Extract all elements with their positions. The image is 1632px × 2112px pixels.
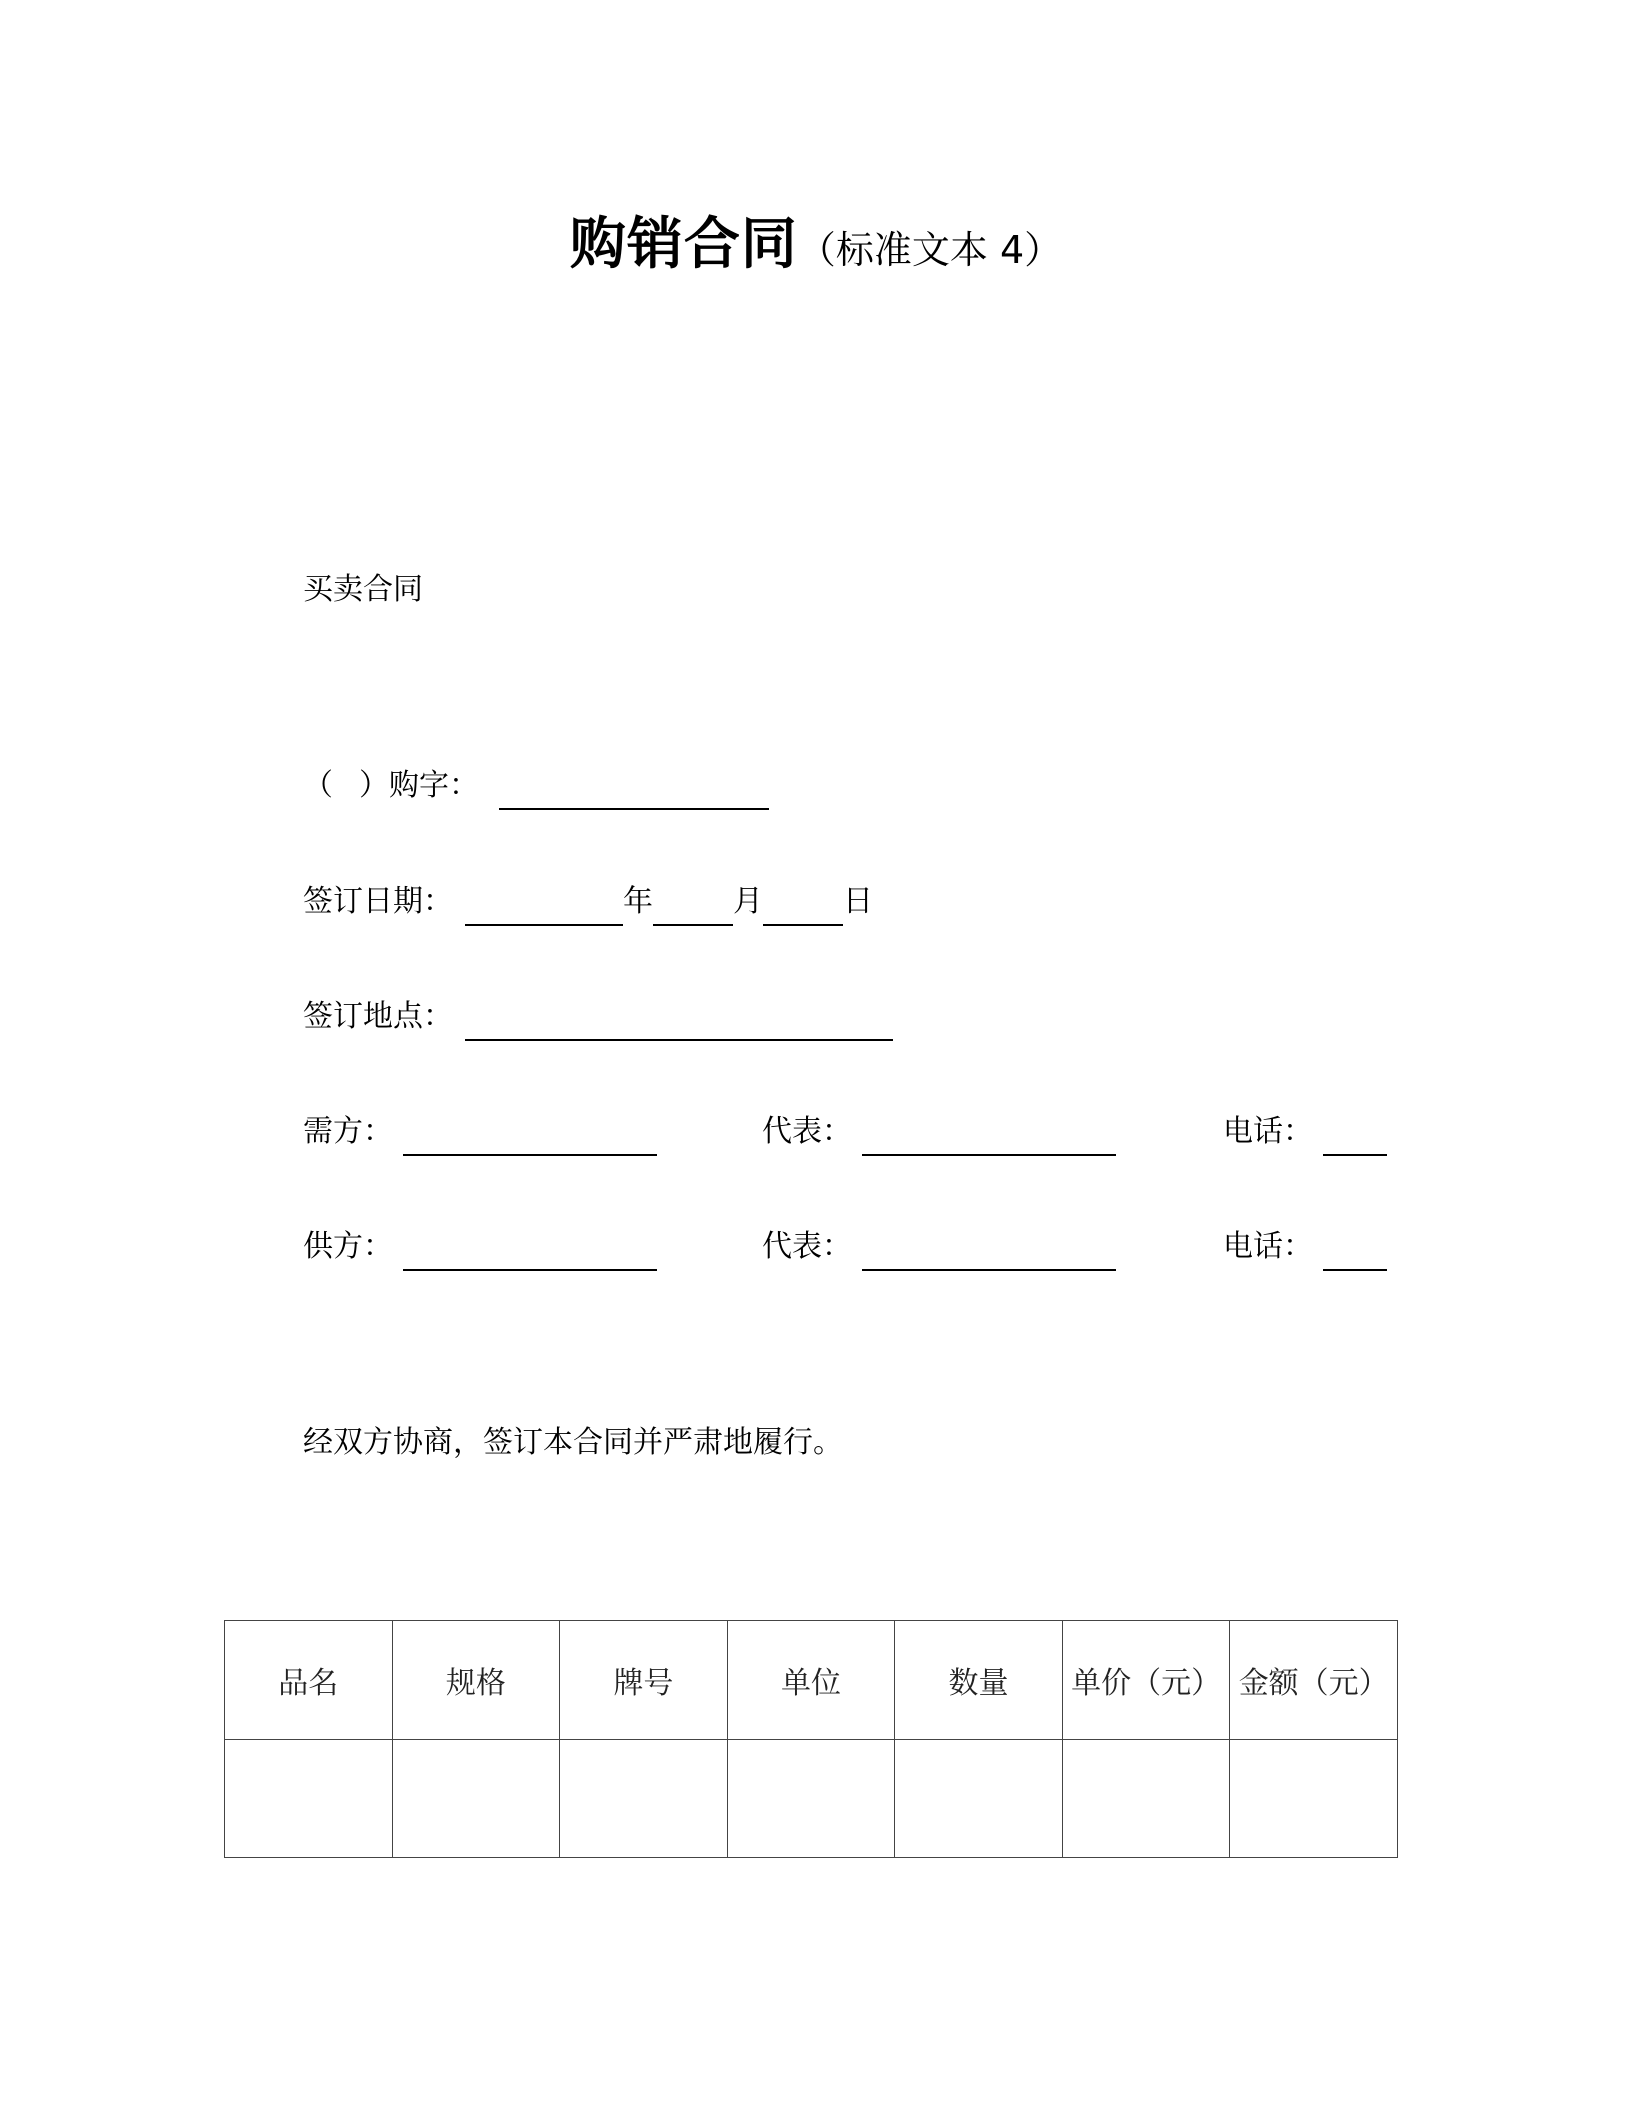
sign-date-day-label: 日: [843, 884, 873, 919]
seller-phone-field[interactable]: [1323, 1233, 1387, 1271]
seller-phone-group: [1223, 1227, 1387, 1267]
sign-date-row: [303, 882, 873, 922]
seller-rep-group: [762, 1227, 1116, 1267]
buyer-rep-group: [762, 1112, 1116, 1152]
goods-header-quantity: 数量: [895, 1621, 1063, 1740]
contract-number-field[interactable]: [499, 772, 769, 810]
buyer-field-group: [303, 1112, 657, 1152]
seller-rep-label: 代表：: [762, 1229, 852, 1264]
buyer-phone-label: 电话：: [1223, 1114, 1313, 1149]
seller-name-field[interactable]: [403, 1233, 657, 1271]
contract-number-row: [303, 766, 769, 806]
goods-cell-unit-price[interactable]: [1062, 1740, 1230, 1858]
buyer-rep-field[interactable]: [862, 1118, 1116, 1156]
table-row: [225, 1740, 1398, 1858]
sign-place-row: [303, 997, 893, 1037]
seller-phone-label: 电话：: [1223, 1229, 1313, 1264]
buyer-phone-field[interactable]: [1323, 1118, 1387, 1156]
goods-cell-brand[interactable]: [560, 1740, 728, 1858]
goods-cell-spec[interactable]: [392, 1740, 560, 1858]
goods-header-unit-price: 单价（元）: [1062, 1621, 1230, 1740]
buyer-rep-label: 代表：: [762, 1114, 852, 1149]
sign-date-year-label: 年: [623, 884, 653, 919]
agreement-statement: 经双方协商，签订本合同并严肃地履行。: [303, 1425, 843, 1460]
goods-header-amount: 金额（元）: [1230, 1621, 1398, 1740]
goods-header-brand: 牌号: [560, 1621, 728, 1740]
buyer-label: 需方：: [303, 1114, 393, 1149]
buyer-phone-group: [1223, 1112, 1387, 1152]
document-title: [0, 200, 1632, 280]
goods-cell-unit[interactable]: [727, 1740, 895, 1858]
buyer-name-field[interactable]: [403, 1118, 657, 1156]
goods-cell-amount[interactable]: [1230, 1740, 1398, 1858]
goods-table: [224, 1620, 1398, 1858]
sign-date-day-field[interactable]: [763, 888, 843, 926]
subheading: 买卖合同: [303, 572, 423, 607]
goods-header-unit: 单位: [727, 1621, 895, 1740]
seller-label: 供方：: [303, 1229, 393, 1264]
seller-field-group: [303, 1227, 657, 1267]
title-main: 购销合同: [569, 212, 798, 277]
goods-header-spec: 规格: [392, 1621, 560, 1740]
goods-header-product-name: 品名: [225, 1621, 393, 1740]
goods-table-header-row: [225, 1621, 1398, 1740]
sign-date-label: 签订日期：: [303, 884, 453, 919]
sign-date-month-field[interactable]: [653, 888, 733, 926]
contract-number-paren: （: [303, 768, 333, 803]
sign-place-label: 签订地点：: [303, 999, 453, 1034]
seller-rep-field[interactable]: [862, 1233, 1116, 1271]
sign-date-month-label: 月: [733, 884, 763, 919]
title-sub: （标准文本 4）: [797, 228, 1063, 272]
goods-cell-quantity[interactable]: [895, 1740, 1063, 1858]
contract-number-label: ）购字：: [359, 768, 479, 803]
goods-cell-product-name[interactable]: [225, 1740, 393, 1858]
sign-place-field[interactable]: [465, 1003, 893, 1041]
sign-date-year-field[interactable]: [465, 888, 623, 926]
